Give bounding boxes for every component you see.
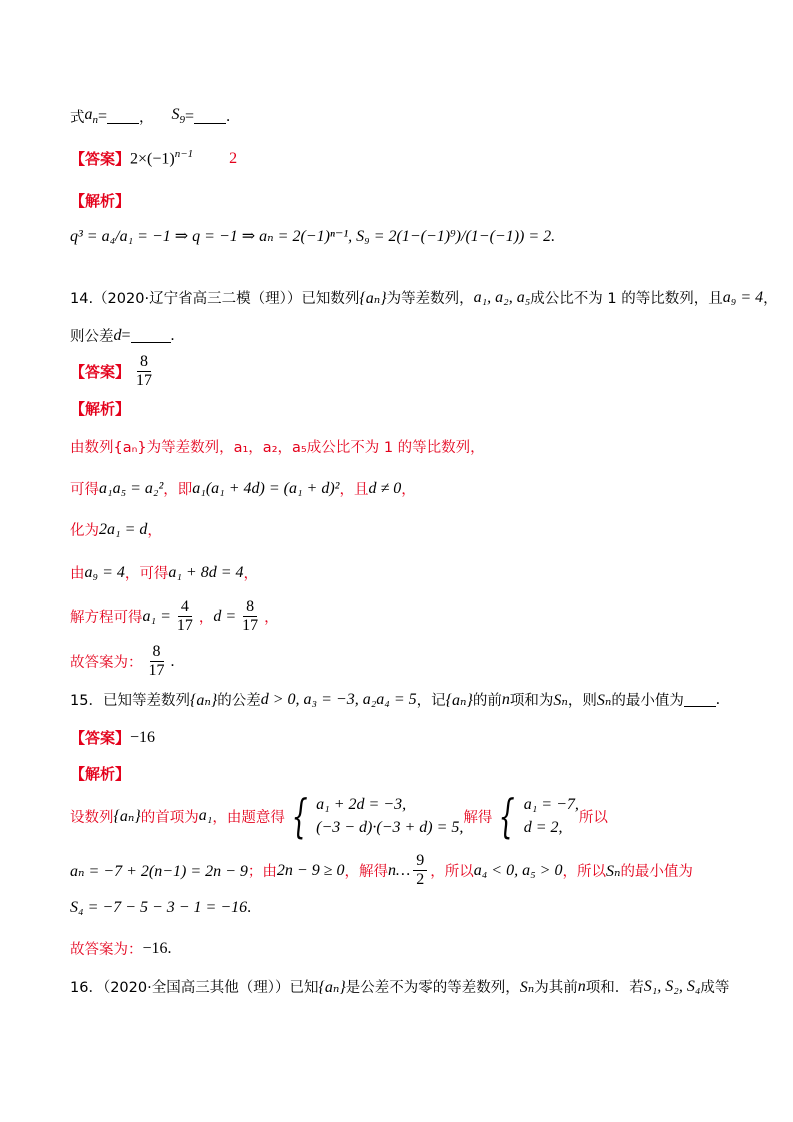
q14-sol-line-3 — [70, 519, 162, 540]
q14-end: . — [170, 326, 175, 344]
q14-tail: ， — [763, 291, 778, 307]
q14-mid: 为等差数列， — [386, 291, 474, 307]
analysis-tag: 【解析】 — [70, 400, 131, 418]
q15-n: n — [501, 690, 510, 708]
q15-c: 的前 — [472, 693, 502, 709]
q13-comma: ， — [139, 110, 154, 126]
q14-sol-line-2 — [70, 478, 416, 499]
q14-sol-a1-frac: $\frac{4}{17}$ — [176, 598, 193, 635]
q15-blank[interactable] — [684, 692, 716, 707]
q15-sol-2k: Sₙ — [605, 862, 621, 880]
q16-a: 是公差不为零的等差数列， — [345, 980, 520, 996]
q15-sn: Sₙ — [553, 691, 568, 709]
q15-sn2: Sₙ — [596, 691, 612, 709]
q14-sol-3b: 2a₁ = d — [99, 520, 148, 538]
q14-sol-4e: ， — [243, 566, 259, 582]
q13-stem-line — [70, 106, 230, 127]
q14-eq: = — [121, 326, 131, 344]
q13-answer-expr: $2\times(-1)^{n-1}$ — [130, 148, 194, 168]
q15-sol-line-1 — [70, 789, 608, 844]
q14-sol-final-frac: $\frac{8}{17}$ — [148, 643, 165, 680]
q14-blank[interactable] — [131, 328, 171, 343]
q14-sol-2c: ，即 — [163, 482, 193, 498]
q14-sol-5b: a₁ = — [142, 607, 171, 625]
q15-stem-line — [70, 689, 720, 710]
q15-answer-line — [70, 727, 155, 748]
q15-f: 的最小值为 — [611, 693, 684, 709]
q15-sol-1c: 的首项为 — [140, 809, 199, 826]
q14-sol-line-6 — [70, 643, 175, 681]
q13-solution-text: q³ = a₄/a₁ = −1 ⇒ q = −1 ⇒ aₙ = 2(−1)ⁿ⁻¹, S₉ = 2(1−(−1)⁹)/(1−(−1)) = 2. — [70, 228, 556, 245]
q13-eq1: = — [98, 107, 108, 125]
q14-sol-2d: a₁(a₁ + 4d) = (a₁ + d)² — [192, 479, 340, 497]
q14-line2: 则公差 — [70, 329, 114, 345]
q15-sol-2l: 的最小值为 — [620, 864, 693, 881]
q15-sol-2c: 2n − 9 ≥ 0 — [276, 861, 345, 879]
q14-terms: a₁, a₂, a₅ — [473, 288, 531, 306]
q14-sol-5a: 解方程可得 — [70, 610, 143, 627]
q15-cond: d > 0, a₃ = −3, a₂a₄ = 5 — [260, 690, 417, 708]
q14-stem-line-1 — [70, 287, 778, 308]
q15-sol-4a: 故答案为： — [70, 942, 143, 958]
q15-sol-2e: n… — [388, 861, 411, 879]
q16-stem-line — [70, 976, 729, 997]
answer-tag: 【答案】 — [70, 363, 131, 382]
q14-sol-2e: ，且 — [339, 482, 369, 498]
q15-sol-2h: ，所以 — [430, 864, 474, 881]
q15-sol-frac: $\frac{9}{2}$ — [413, 852, 427, 890]
q15-d: 项和为 — [509, 693, 554, 709]
q15-sol-1b: {aₙ} — [113, 808, 141, 826]
q14-mid2: 成公比不为 1 的等比数列，且 — [530, 291, 723, 307]
q14-answer-frac: $\frac{8}{17}$ — [136, 353, 153, 390]
q13-blank-1[interactable] — [107, 109, 139, 124]
q15-sol-1d: a₁ — [198, 807, 213, 825]
q14-sol-6a: 故答案为： — [70, 655, 143, 672]
q14-cond: a₉ = 4 — [722, 288, 764, 306]
analysis-tag: 【解析】 — [70, 765, 131, 783]
q14-sol-2g: ， — [401, 482, 416, 498]
q14-sol-line-5 — [70, 598, 279, 636]
q14-sol-6d: . — [170, 652, 175, 670]
q14-answer-line — [70, 353, 158, 391]
q15-system-1: { a₁ + 2d = −3, (−3 − d)·(−3 + d) = 5, — [291, 789, 464, 844]
q15-sol-line-3 — [70, 899, 251, 917]
q14-sol-2b: a₁a₅ = a₂² — [99, 479, 164, 497]
q13-analysis-line — [70, 190, 130, 211]
q14-sol-3a: 化为 — [70, 523, 99, 539]
q15-sol-1a: 设数列 — [70, 809, 114, 826]
q16-sn: Sₙ — [519, 978, 535, 996]
q13-blank-2[interactable] — [194, 109, 226, 124]
q14-analysis-line — [70, 398, 130, 419]
q14-sol-3c: ， — [147, 523, 162, 539]
q15-sol-2a: aₙ = −7 + 2(n−1) = 2n − 9 — [70, 862, 248, 880]
answer-tag: 【答案】 — [70, 150, 131, 168]
q15-sol-line-4 — [70, 938, 172, 959]
q16-terms: S₁, S₂, S₄ — [643, 977, 701, 995]
q15-sol-line-2 — [70, 852, 693, 890]
q15-system-2: { a₁ = −7, d = 2, — [499, 789, 579, 844]
q16-seq: {aₙ} — [318, 978, 346, 996]
q16-b: 为其前 — [534, 980, 578, 996]
q15-sol-1f: 解得 — [463, 809, 493, 826]
q14-d: d — [113, 326, 122, 344]
q15-sol-2i: a₄ < 0, a₅ > 0 — [473, 861, 563, 879]
q14-sol-4d: a₁ + 8d = 4 — [168, 563, 244, 581]
q14-sol-5f: d = — [213, 607, 237, 625]
q13-an-symbol: $a_n$ — [84, 106, 98, 127]
q15-sol-3end: . — [247, 899, 252, 916]
q13-eq2: = — [185, 107, 195, 125]
q14-sol-4a: 由 — [70, 566, 85, 582]
q13-answer-line — [70, 148, 237, 169]
q15-sol-4c: . — [167, 939, 172, 957]
q15-sol-2b: ；由 — [247, 864, 277, 881]
q14-sol-2a: 可得 — [70, 482, 99, 498]
q15-stem-text: 15．已知等差数列 — [70, 693, 190, 709]
q15-b: ，记 — [416, 693, 446, 709]
analysis-tag: 【解析】 — [70, 192, 131, 210]
q14-sol-text-1: 由数列{aₙ}为等差数列，a₁，a₂，a₅成公比不为 1 的等比数列， — [70, 440, 485, 456]
q15-sol-4b: −16 — [142, 939, 168, 957]
q14-stem-text: 14.（2020·辽宁省高三二模（理））已知数列 — [70, 291, 360, 307]
answer-tag: 【答案】 — [70, 729, 131, 747]
q15-a: 的公差 — [217, 693, 261, 709]
q14-stem-line-2 — [70, 325, 175, 346]
q14-sol-d-frac: $\frac{8}{17}$ — [242, 598, 259, 635]
q14-sol-4c: ，可得 — [124, 566, 169, 582]
q15-analysis-line — [70, 763, 130, 784]
q15-e: ，则 — [567, 693, 597, 709]
q13-solution — [70, 226, 555, 246]
q14-sol-2f: d ≠ 0 — [368, 479, 402, 497]
q15-end: . — [715, 690, 720, 708]
q15-sol-1g: 所以 — [578, 809, 608, 826]
q15-sol-3: S₄ = −7 − 5 − 3 − 1 = −16 — [70, 899, 248, 916]
q16-stem-text: 16．（2020·全国高三其他（理））已知 — [70, 980, 319, 996]
q13-period: . — [226, 107, 231, 125]
q16-d: 成等 — [700, 980, 730, 996]
q13-answer-value: 2 — [229, 149, 238, 167]
q15-seq: {aₙ} — [189, 691, 218, 709]
q14-sol-4b: a₉ = 4 — [84, 563, 125, 581]
q15-sol-1e: ，由题意得 — [212, 809, 285, 826]
q15-sol-2j: ，所以 — [562, 864, 606, 881]
q14-sol-line-4 — [70, 562, 258, 583]
q15-sol-2d: ，解得 — [344, 864, 388, 881]
q15-answer-value: −16 — [130, 728, 156, 746]
q14-seq: {aₙ} — [359, 289, 387, 307]
q14-sol-5i: ， — [264, 610, 279, 627]
q15-seq2: {aₙ} — [445, 691, 473, 709]
q16-c: 项和．若 — [585, 980, 644, 996]
q14-sol-5e: ， — [198, 610, 214, 627]
q13-s9-symbol: $S_9$ — [171, 106, 186, 127]
q13-prefix: 式 — [70, 110, 85, 126]
q16-n: n — [577, 977, 586, 995]
q14-sol-line-1 — [70, 436, 485, 457]
